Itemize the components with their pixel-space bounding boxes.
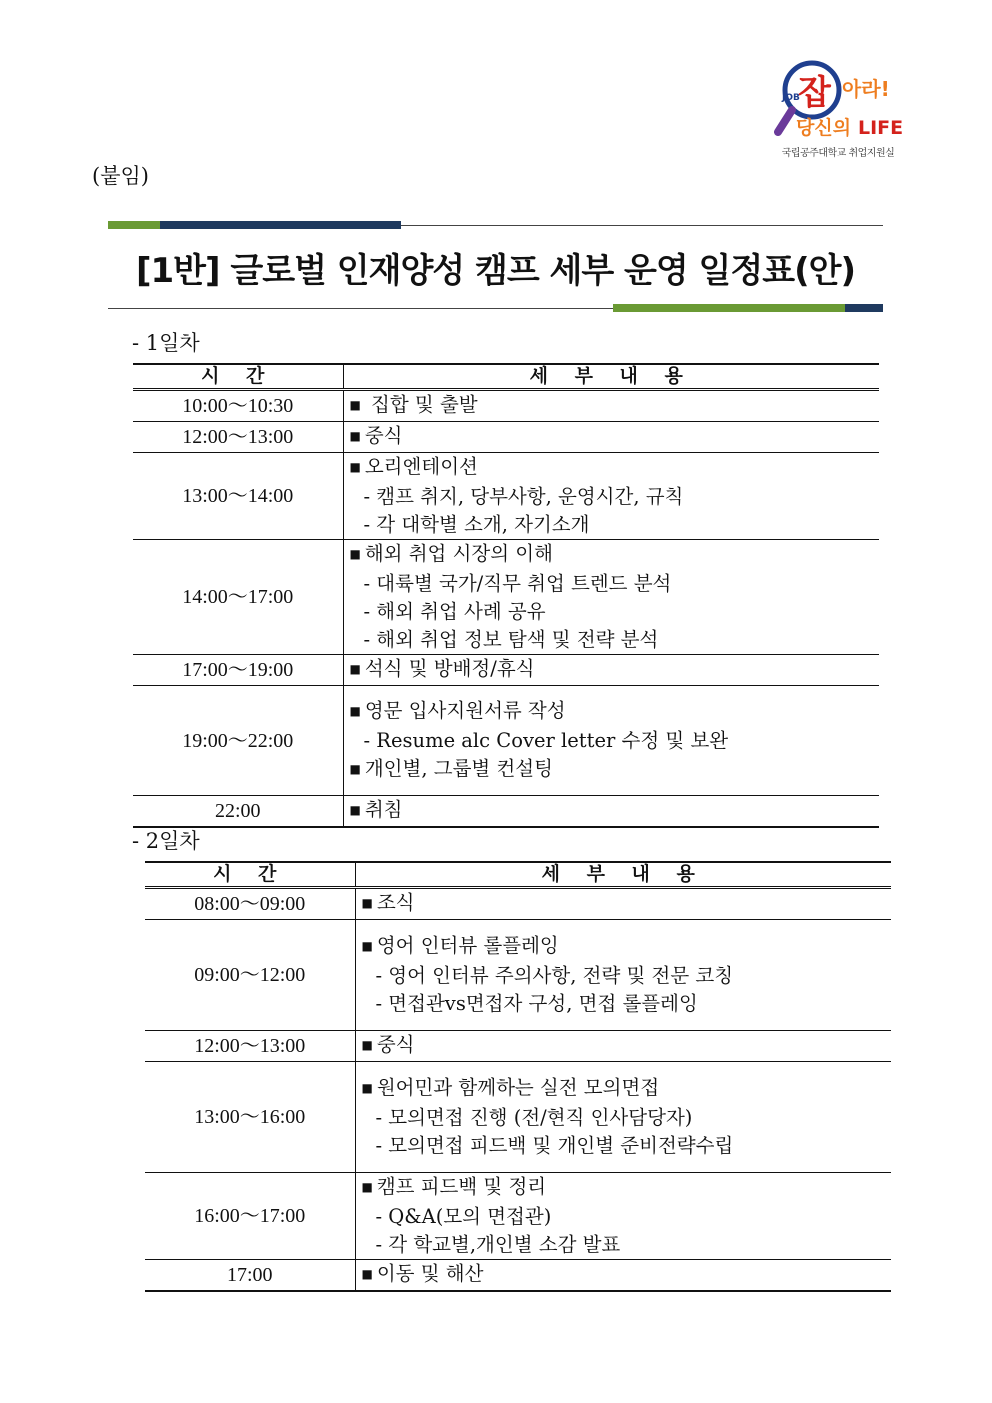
day1-rows xyxy=(133,390,879,828)
header-desc: 세 부 내 용 xyxy=(355,862,891,888)
bullet-line xyxy=(362,932,892,962)
line-text: 해외 취업 시장의 이해 xyxy=(364,542,553,565)
square-bullet-icon: ■ xyxy=(349,703,361,718)
row-time: 13:00～16:00 xyxy=(145,1062,355,1173)
header-desc: 세 부 내 용 xyxy=(343,364,879,390)
bullet-line xyxy=(362,1173,892,1203)
logo xyxy=(768,52,908,164)
square-bullet-icon: ■ xyxy=(349,398,361,412)
square-bullet-icon: ■ xyxy=(361,939,373,953)
table-row xyxy=(145,888,891,920)
row-description xyxy=(355,1260,891,1292)
detail-line xyxy=(362,1132,892,1160)
square-bullet-icon: ■ xyxy=(349,662,361,676)
line-text: 집합 및 출발 xyxy=(364,393,478,416)
line-text: - Resume alc Cover letter 수정 및 보완 xyxy=(363,728,729,752)
title-bar-bottom-navy xyxy=(845,304,883,312)
detail-line xyxy=(350,727,880,755)
table-row xyxy=(145,1031,891,1062)
logo-org: 국립공주대학교 취업지원실 xyxy=(781,148,895,159)
day1-schedule-table xyxy=(133,363,879,828)
line-text: 조식 xyxy=(376,891,415,914)
table-row xyxy=(133,796,879,828)
table-row xyxy=(133,422,879,453)
bullet-line xyxy=(350,453,880,483)
row-description xyxy=(343,796,879,828)
day2-schedule-table xyxy=(145,861,891,1292)
row-description xyxy=(355,1173,891,1260)
page-title: [1반] 글로벌 인재양성 캠프 세부 운영 일정표(안) xyxy=(135,251,856,291)
bullet-line xyxy=(350,422,880,452)
row-time: 12:00～13:00 xyxy=(145,1031,355,1062)
row-description xyxy=(343,390,879,422)
detail-line xyxy=(350,598,880,626)
title-bar-top-green xyxy=(108,221,160,229)
table-row xyxy=(145,1062,891,1173)
logo-line2-en: LIFE xyxy=(858,117,904,139)
line-text: - 해외 취업 정보 탐색 및 전략 분석 xyxy=(363,628,659,651)
line-text: - 캠프 취지, 당부사항, 운영시간, 규칙 xyxy=(363,485,684,508)
detail-line xyxy=(362,1231,892,1259)
row-time: 13:00～14:00 xyxy=(133,453,343,540)
square-bullet-icon: ■ xyxy=(349,429,361,443)
line-text: - 면접관vs면접자 구성, 면접 롤플레잉 xyxy=(375,992,698,1015)
square-bullet-icon: ■ xyxy=(361,1038,373,1052)
line-text: - 각 학교별,개인별 소감 발표 xyxy=(375,1233,621,1256)
bullet-line xyxy=(362,1031,892,1061)
row-description xyxy=(355,1062,891,1173)
line-text: - Q&A(모의 면접관) xyxy=(375,1205,552,1228)
row-description xyxy=(355,920,891,1031)
day2-label: - 2일차 xyxy=(132,829,200,853)
line-text: 중식 xyxy=(364,424,403,447)
square-bullet-icon: ■ xyxy=(361,1081,373,1095)
line-text: 오리엔테이션 xyxy=(364,455,478,478)
row-description xyxy=(343,453,879,540)
line-text: - 모의면접 피드백 및 개인별 준비전략수립 xyxy=(375,1134,734,1157)
title-rule-top xyxy=(401,225,883,226)
table-row xyxy=(145,1260,891,1292)
square-bullet-icon: ■ xyxy=(349,547,361,561)
line-text: 영어 인터뷰 롤플레잉 xyxy=(376,934,559,957)
line-text: 원어민과 함께하는 실전 모의면접 xyxy=(376,1076,660,1099)
bullet-line xyxy=(362,1074,892,1104)
square-bullet-icon: ■ xyxy=(349,803,361,817)
logo-badge-text: JOB xyxy=(782,93,800,103)
line-text: - 모의면접 진행 (전/현직 인사담당자) xyxy=(375,1106,693,1129)
attachment-label: (붙임) xyxy=(92,164,149,188)
day2-rows xyxy=(145,888,891,1292)
row-time: 17:00～19:00 xyxy=(133,655,343,686)
line-text: 이동 및 해산 xyxy=(376,1262,484,1285)
logo-main-text: 잡 xyxy=(798,73,831,113)
row-description xyxy=(355,1031,891,1062)
magnifier-logo-icon xyxy=(768,52,908,144)
line-text: 취침 xyxy=(364,798,403,821)
table-row xyxy=(145,1173,891,1260)
square-bullet-icon: ■ xyxy=(349,761,361,776)
detail-line xyxy=(362,990,892,1018)
bullet-line xyxy=(350,391,880,421)
row-time: 10:00～10:30 xyxy=(133,390,343,422)
table-header xyxy=(133,364,879,390)
bullet-line xyxy=(350,540,880,570)
table-row xyxy=(133,655,879,686)
bullet-line xyxy=(350,796,880,826)
row-description xyxy=(343,655,879,686)
line-text: 영문 입사지원서류 작성 xyxy=(364,698,566,722)
detail-line xyxy=(362,1203,892,1231)
line-text: - 대륙별 국가/직무 취업 트렌드 분석 xyxy=(363,572,672,595)
table-row xyxy=(133,453,879,540)
line-text: - 영어 인터뷰 주의사항, 전략 및 전문 코칭 xyxy=(375,964,734,987)
row-time: 22:00 xyxy=(133,796,343,828)
bullet-line xyxy=(362,1260,892,1290)
table-row xyxy=(133,540,879,655)
detail-line xyxy=(362,1104,892,1132)
row-description xyxy=(343,686,879,796)
row-time: 17:00 xyxy=(145,1260,355,1292)
line-text: 석식 및 방배정/휴식 xyxy=(364,657,535,680)
detail-line xyxy=(350,626,880,654)
table-row xyxy=(133,686,879,796)
bullet-line xyxy=(362,889,892,919)
logo-exclaim-text: 아라! xyxy=(842,77,890,101)
row-time: 14:00～17:00 xyxy=(133,540,343,655)
table-header xyxy=(145,862,891,888)
header-time: 시 간 xyxy=(133,364,343,390)
square-bullet-icon: ■ xyxy=(361,1267,373,1281)
line-text: - 해외 취업 사례 공유 xyxy=(363,600,546,623)
detail-line xyxy=(350,483,880,511)
title-bar-bottom-green xyxy=(613,304,845,312)
square-bullet-icon: ■ xyxy=(361,896,373,910)
logo-line2-kr: 당신의 xyxy=(796,117,852,139)
row-time: 08:00～09:00 xyxy=(145,888,355,920)
row-time: 09:00～12:00 xyxy=(145,920,355,1031)
row-description xyxy=(343,540,879,655)
line-text: - 각 대학별 소개, 자기소개 xyxy=(363,513,590,536)
detail-line xyxy=(350,511,880,539)
row-description xyxy=(343,422,879,453)
day1-label: - 1일차 xyxy=(132,331,200,355)
line-text: 중식 xyxy=(376,1033,415,1056)
square-bullet-icon: ■ xyxy=(361,1180,373,1194)
row-time: 19:00～22:00 xyxy=(133,686,343,796)
bullet-line xyxy=(350,755,880,785)
row-time: 12:00～13:00 xyxy=(133,422,343,453)
title-bar-top-navy xyxy=(160,221,401,229)
table-row xyxy=(133,390,879,422)
line-text: 캠프 피드백 및 정리 xyxy=(376,1175,547,1198)
row-description xyxy=(355,888,891,920)
bullet-line xyxy=(350,697,880,727)
header-time: 시 간 xyxy=(145,862,355,888)
detail-line xyxy=(350,570,880,598)
table-row xyxy=(145,920,891,1031)
bullet-line xyxy=(350,655,880,685)
row-time: 16:00～17:00 xyxy=(145,1173,355,1260)
title-rule-bottom xyxy=(108,308,613,309)
line-text: 개인별, 그룹별 컨설팅 xyxy=(364,756,553,780)
detail-line xyxy=(362,962,892,990)
square-bullet-icon: ■ xyxy=(349,460,361,474)
